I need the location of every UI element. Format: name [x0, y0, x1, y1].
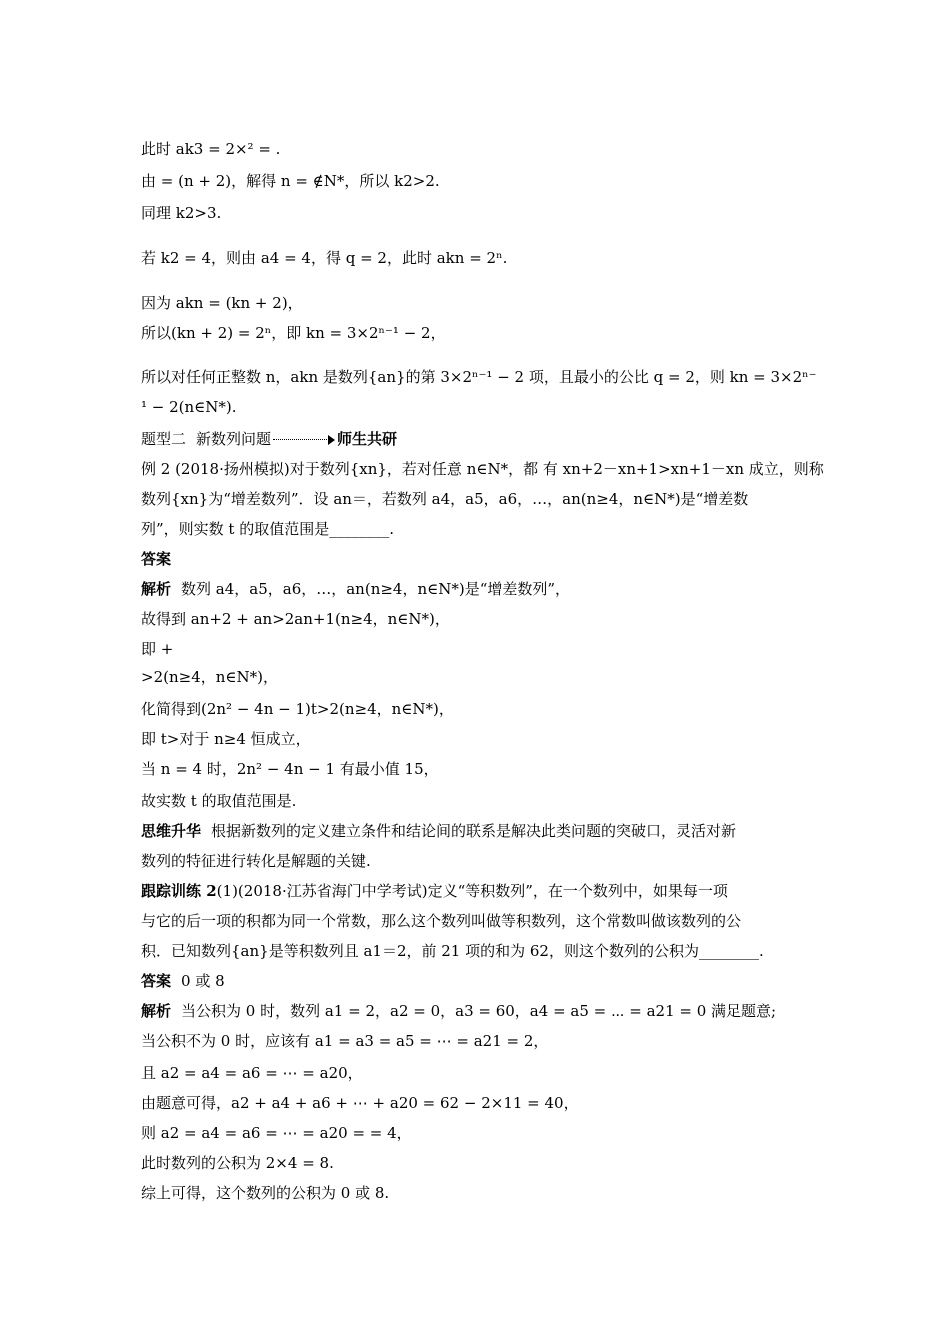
- insight-line: [141, 820, 736, 842]
- text-line: 因为 akn = (kn + 2)，: [141, 294, 303, 312]
- text-line: 当公积不为 0 时，应该有 a1 = a3 = a5 = ⋯ = a21 = 2，: [141, 1032, 549, 1050]
- analysis-label: 解析: [141, 1002, 172, 1020]
- arrow-icon: [273, 435, 335, 445]
- text-line: 由 = (n + 2)，解得 n = ∉N*，所以 k2>2.: [141, 172, 440, 190]
- heading-label: 题型二: [141, 430, 187, 448]
- text-line: 同理 k2>3.: [141, 204, 222, 222]
- analysis-text: 数列 a4，a5，a6，…，an(n≥4，n∈N*)是“增差数列”，: [181, 580, 571, 598]
- analysis-line: [141, 1000, 776, 1022]
- text-line: 且 a2 = a4 = a6 = ⋯ = a20，: [141, 1064, 363, 1082]
- analysis-line: [141, 578, 570, 600]
- text-line: 数列的特征进行转化是解题的关键.: [141, 852, 371, 870]
- practice-line: [141, 880, 728, 902]
- text-line: 所以(kn + 2) = 2ⁿ，即 kn = 3×2ⁿ⁻¹ − 2，: [141, 324, 446, 342]
- text-line: 与它的后一项的积都为同一个常数，那么这个数列叫做等积数列，这个常数叫做该数列的公: [141, 912, 742, 930]
- insight-text: 根据新数列的定义建立条件和结论间的联系是解决此类问题的突破口，灵活对新: [211, 822, 737, 840]
- text-line: 化简得到(2n² − 4n − 1)t>2(n≥4，n∈N*)，: [141, 700, 454, 718]
- answer-label: 答案: [141, 550, 172, 568]
- text-line: 此时数列的公积为 2×4 = 8.: [141, 1154, 334, 1172]
- answer-value: 0 或 8: [181, 972, 225, 990]
- text-line: 若 k2 = 4，则由 a4 = 4，得 q = 2，此时 akn = 2ⁿ.: [141, 249, 508, 267]
- answer-label: 答案: [141, 972, 172, 990]
- practice-text: (1)(2018·江苏省海门中学考试)定义“等积数列”，在一个数列中，如果每一项: [216, 882, 728, 900]
- text-line: 即 +: [141, 640, 174, 658]
- text-line: 则 a2 = a4 = a6 = ⋯ = a20 = = 4，: [141, 1124, 412, 1142]
- example-line: 例 2 (2018·扬州模拟)对于数列{xn}，若对任意 n∈N*，都 有 xn+2－xn+1>xn+1－xn 成立，则称: [141, 460, 824, 478]
- section-heading: [141, 428, 397, 450]
- text-line: ¹ − 2(n∈N*).: [141, 398, 237, 416]
- heading-tag: 师生共研: [337, 430, 398, 448]
- text-line: 所以对任何正整数 n，akn 是数列{an}的第 3×2ⁿ⁻¹ − 2 项，且最小的公比 q = 2，则 kn = 3×2ⁿ⁻: [141, 368, 817, 386]
- text-line: >2(n≥4，n∈N*)，: [141, 668, 278, 686]
- analysis-text: 当公积为 0 时，数列 a1 = 2，a2 = 0，a3 = 60，a4 = a5 = ⋯ = a21 = 0 满足题意;: [181, 1002, 777, 1020]
- analysis-label: 解析: [141, 580, 172, 598]
- answer-line: [141, 970, 225, 992]
- text-line: 由题意可得，a2 + a4 + a6 + ⋯ + a20 = 62 − 2×11 = 40，: [141, 1094, 579, 1112]
- heading-title: 新数列问题: [196, 430, 272, 448]
- text-line: 积．已知数列{an}是等积数列且 a1＝2，前 21 项的和为 62，则这个数列的公积为________.: [141, 942, 764, 960]
- practice-label: 跟踪训练 2: [141, 882, 217, 900]
- example-line: 数列{xn}为“增差数列”．设 an＝，若数列 a4，a5，a6，…，an(n≥4，n∈N*)是“增差数: [141, 490, 749, 508]
- insight-label: 思维升华: [141, 822, 202, 840]
- text-line: 故实数 t 的取值范围是.: [141, 792, 297, 810]
- text-line: 当 n = 4 时，2n² − 4n − 1 有最小值 15，: [141, 760, 439, 778]
- text-line: 此时 ak3 = 2×² = .: [141, 140, 281, 158]
- text-line: 综上可得，这个数列的公积为 0 或 8.: [141, 1184, 390, 1202]
- text-line: 故得到 an+2 + an>2an+1(n≥4，n∈N*)，: [141, 610, 450, 628]
- text-line: 即 t>对于 n≥4 恒成立，: [141, 730, 311, 748]
- example-line: 列”，则实数 t 的取值范围是________.: [141, 520, 395, 538]
